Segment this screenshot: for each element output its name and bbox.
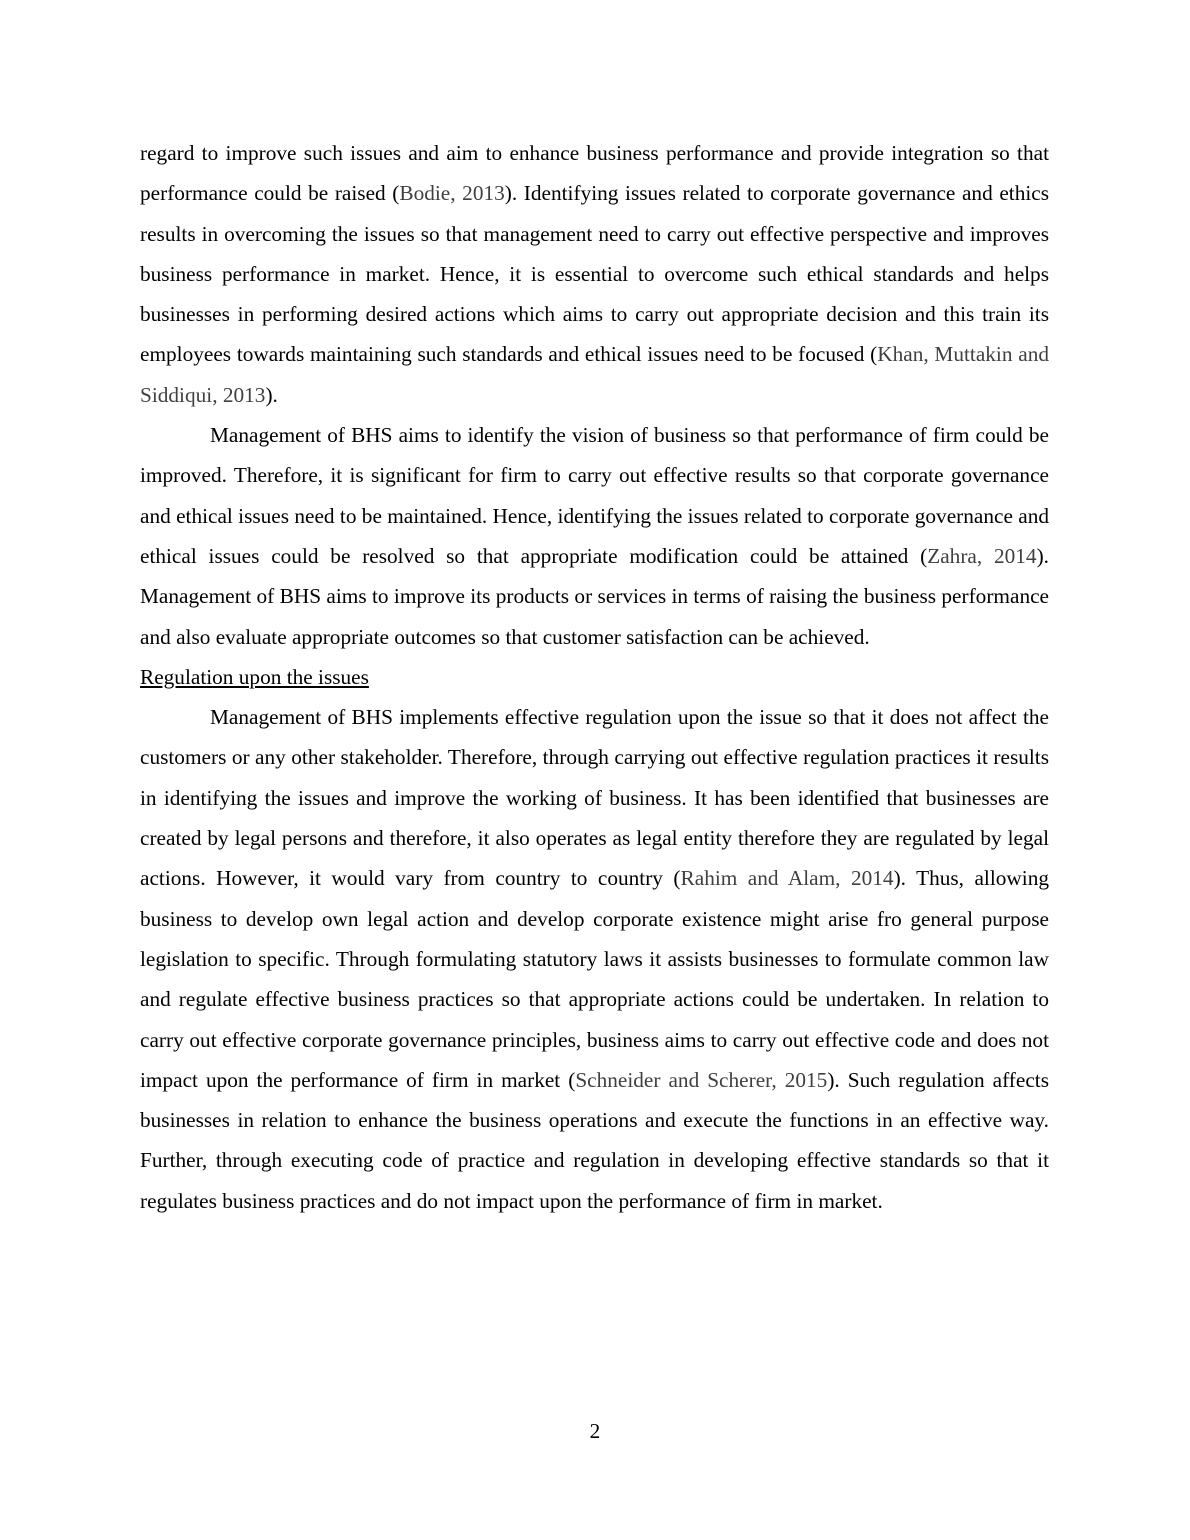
citation-schneider: Schneider and Scherer, 2015 bbox=[575, 1067, 828, 1092]
paragraph-1 bbox=[140, 133, 1049, 415]
body-text bbox=[140, 133, 1049, 1221]
section-heading: Regulation upon the issues bbox=[140, 664, 369, 689]
paragraph-text: ). Such regulation affects businesses in relation to enhance the business operations and execute the functions in an effective way. Further, through executing code of practice and regulation in developing effective standards so that it regulates business practices and do not impact upon the performance of firm in market. bbox=[140, 1067, 1050, 1213]
paragraph-text: ). Identifying issues related to corporate governance and ethics results in overcoming the issues so that management need to carry out effective perspective and improves business performance in market. Hence, it is essential to overcome such ethical standards and helps businesses in performing desired actions which aims to carry out appropriate decision and this train its employees towards maintaining such standards and ethical issues need to be focused ( bbox=[140, 181, 1049, 367]
paragraph-text: Management of BHS implements effective regulation upon the issue so that it does not affect the customers or any other stakeholder. Therefore, through carrying out effective regulation practices it results in identifying the issues and improve the working of business. It has been identified that businesses are created by legal persons and therefore, it also operates as legal entity therefore they are regulated by legal actions. However, it would vary from country to country ( bbox=[140, 705, 1049, 891]
paragraph-text: ). Management of BHS aims to improve its products or services in terms of raising the business performance and also evaluate appropriate outcomes so that customer satisfaction can be achieved. bbox=[140, 543, 1049, 649]
citation-khan: Khan, Muttakin and Siddiqui, 2013 bbox=[140, 342, 1049, 407]
paragraph-2 bbox=[140, 415, 1049, 657]
page-number: 2 bbox=[589, 1419, 601, 1443]
citation-rahim: Rahim and Alam, 2014 bbox=[680, 866, 894, 891]
paragraph-text: regard to improve such issues and aim to enhance business performance and provide integration so that performance could be raised ( bbox=[140, 141, 1049, 206]
citation-bodie: Bodie, 2013 bbox=[399, 181, 505, 206]
paragraph-text: Management of BHS aims to identify the vision of business so that performance of firm could be improved. Therefore, it is significant for firm to carry out effective results so that corporate governance and ethical issues need to be maintained. Hence, identifying the issues related to corporate governance and ethical issues could be resolved so that appropriate modification could be attained ( bbox=[140, 423, 1049, 568]
paragraph-text: ). bbox=[265, 382, 278, 407]
paragraph-3 bbox=[140, 697, 1049, 1221]
paragraph-text: ). Thus, allowing business to develop own legal action and develop corporate existence might arise fro general purpose legislation to specific. Through formulating statutory laws it assists businesses to formulate common law and regulate effective business practices so that appropriate actions could be undertaken. In relation to carry out effective corporate governance principles, business aims to carry out effective code and does not impact upon the performance of firm in market ( bbox=[140, 866, 1049, 1092]
citation-zahra: Zahra, 2014 bbox=[927, 543, 1037, 568]
